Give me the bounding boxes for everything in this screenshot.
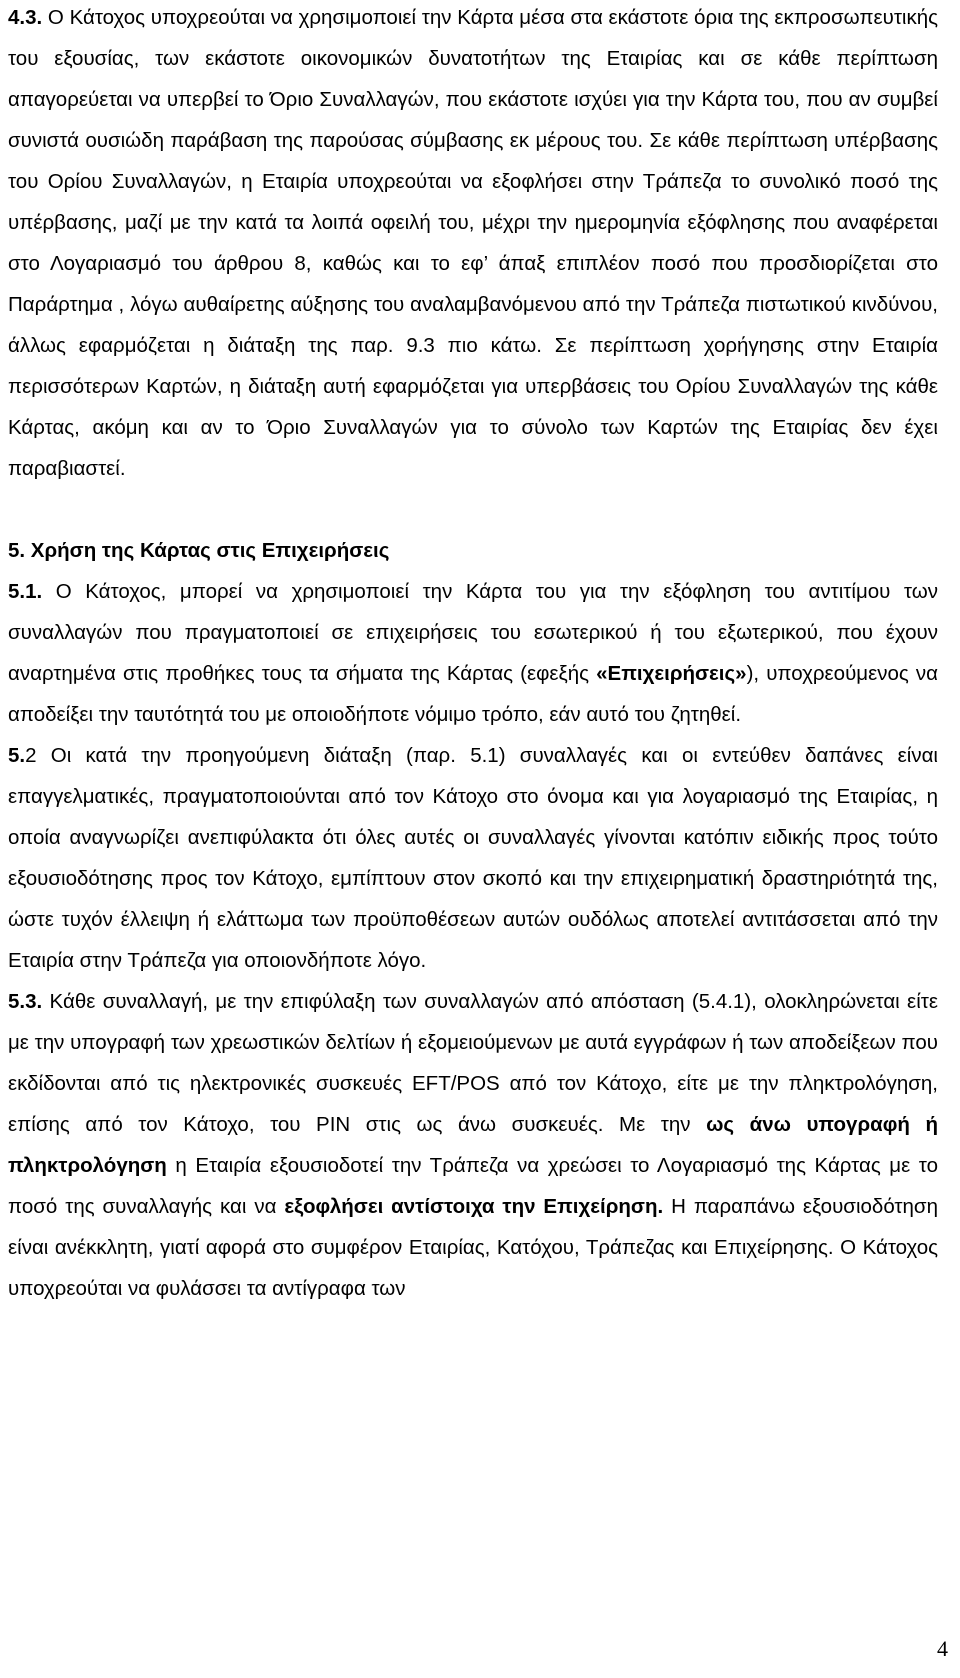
section-number: 5. xyxy=(8,744,26,767)
section-heading-5: 5. Χρήση της Κάρτας στις Επιχειρήσεις xyxy=(8,539,390,562)
paragraph-4-3 xyxy=(8,0,938,489)
paragraph-5-3 xyxy=(8,981,938,1309)
paragraph-5-2 xyxy=(8,735,938,981)
paragraph-text: Ο Κάτοχος υποχρεούται να χρησιμοποιεί την Κάρτα μέσα στα εκάστοτε όρια της εκπροσωπευτικής του εξουσίας, των εκάστοτε οικονομικών δυνατοτήτων της Εταιρίας και σε κάθε περίπτωση απαγορεύεται να υπερβεί το Όριο Συναλλαγών, που εκάστοτε ισχύει για την Κάρτα του, που αν συμβεί συνιστά ουσιώδη παράβαση της παρούσας σύμβασης εκ μέρους του. Σε κάθε περίπτωση υπέρβασης του Ορίου Συναλλαγών, η Εταιρία υποχρεούται να εξοφλήσει στην Τράπεζα το συνολικό ποσό της υπέρβασης, μαζί με την κατά τα λοιπά οφειλή του, μέχρι την ημερομηνία εξόφλησης που αναφέρεται στο Λογαριασμό του άρθρου 8, καθώς και το εφ’ άπαξ επιπλέον ποσό που προσδιορίζεται στο Παράρτημα , λόγω αυθαίρετης αύξησης του αναλαμβανόμενου από την Τράπεζα πιστωτικού κινδύνου, άλλως εφαρμόζεται η διάταξη της παρ. 9.3 πιο κάτω. Σε περίπτωση χορήγησης στην Εταιρία περισσότερων Καρτών, η διάταξη αυτή εφαρμόζεται για υπερβάσεις του Ορίου Συναλλαγών της κάθε Κάρτας, ακόμη και αν το Όριο Συναλλαγών για το σύνολο των Καρτών της Εταιρίας δεν έχει παραβιαστεί. xyxy=(8,6,938,480)
section-number: 4.3. xyxy=(8,6,43,29)
bold-term: «Επιχειρήσεις» xyxy=(596,662,747,685)
document-page xyxy=(8,0,938,1309)
section-number: 5.3. xyxy=(8,990,43,1013)
section-number-suffix: 2 xyxy=(25,744,37,767)
paragraph-5-1 xyxy=(8,571,938,735)
paragraph-text: Κάθε συναλλαγή, με την επιφύλαξη των συναλλαγών από απόσταση (5.4.1), ολοκληρώνεται είτε με την υπογραφή των χρεωστικών δελτίων ή εξομειούμενων με αυτά εγγράφων ή των αποδείξεων που εκδίδονται από τις ηλεκτρονικές συσκευές EFT/POS από τον Κάτοχο, είτε με την πληκτρολόγηση, επίσης από τον Κάτοχο, του PIN στις ως άνω συσκευές. Με την xyxy=(8,990,938,1136)
paragraph-text: Ο Κάτοχος, μπορεί να χρησιμοποιεί την Κάρτα του για την εξόφληση του αντιτίμου των συναλλαγών που πραγματοποιεί σε επιχειρήσεις του εσωτερικού ή του εξωτερικού, που έχουν αναρτημένα στις προθήκες τους τα σήματα της Κάρτας (εφεξής xyxy=(8,580,938,685)
paragraph-text: η Εταιρία εξουσιοδοτεί την Τράπεζα να χρεώσει το Λογαριασμό της Κάρτας με το ποσό της συναλλαγής και να xyxy=(8,1154,938,1218)
section-number: 5.1. xyxy=(8,580,43,603)
bold-phrase: ως άνω υπογραφή ή πληκτρολόγηση xyxy=(8,1113,939,1177)
paragraph-text: Οι κατά την προηγούμενη διάταξη (παρ. 5.1) συναλλαγές και οι εντεύθεν δαπάνες είναι επαγγελματικές, πραγματοποιούνται από τον Κάτοχο στο όνομα και για λογαριασμό της Εταιρίας, η οποία αναγνωρίζει ανεπιφύλακτα ότι όλες αυτές οι συναλλαγές γίνονται κατόπιν ειδικής προς τούτο εξουσιοδότησης προς τον Κάτοχο, εμπίπτουν στον σκοπό και την επιχειρηματική δραστηριότητά της, ώστε τυχόν έλλειψη ή ελάττωμα των προϋποθέσεων αυτών ουδόλως αποτελεί αντιτάσσεται από την Εταιρία στην Τράπεζα για οποιονδήποτε λόγο. xyxy=(8,744,938,972)
paragraph-text: ), υποχρεούμενος να αποδείξει την ταυτότητά του με οποιοδήποτε νόμιμο τρόπο, εάν αυτό του ζητηθεί. xyxy=(8,662,938,726)
bold-phrase: εξοφλήσει αντίστοιχα την Επιχείρηση. xyxy=(284,1195,664,1218)
page-number: 4 xyxy=(937,1636,948,1661)
paragraph-text: Η παραπάνω εξουσιοδότηση είναι ανέκκλητη, γιατί αφορά στο συμφέρον Εταιρίας, Κατόχου, Τράπεζας και Επιχείρησης. Ο Κάτοχος υποχρεούται να φυλάσσει τα αντίγραφα των xyxy=(8,1195,938,1300)
